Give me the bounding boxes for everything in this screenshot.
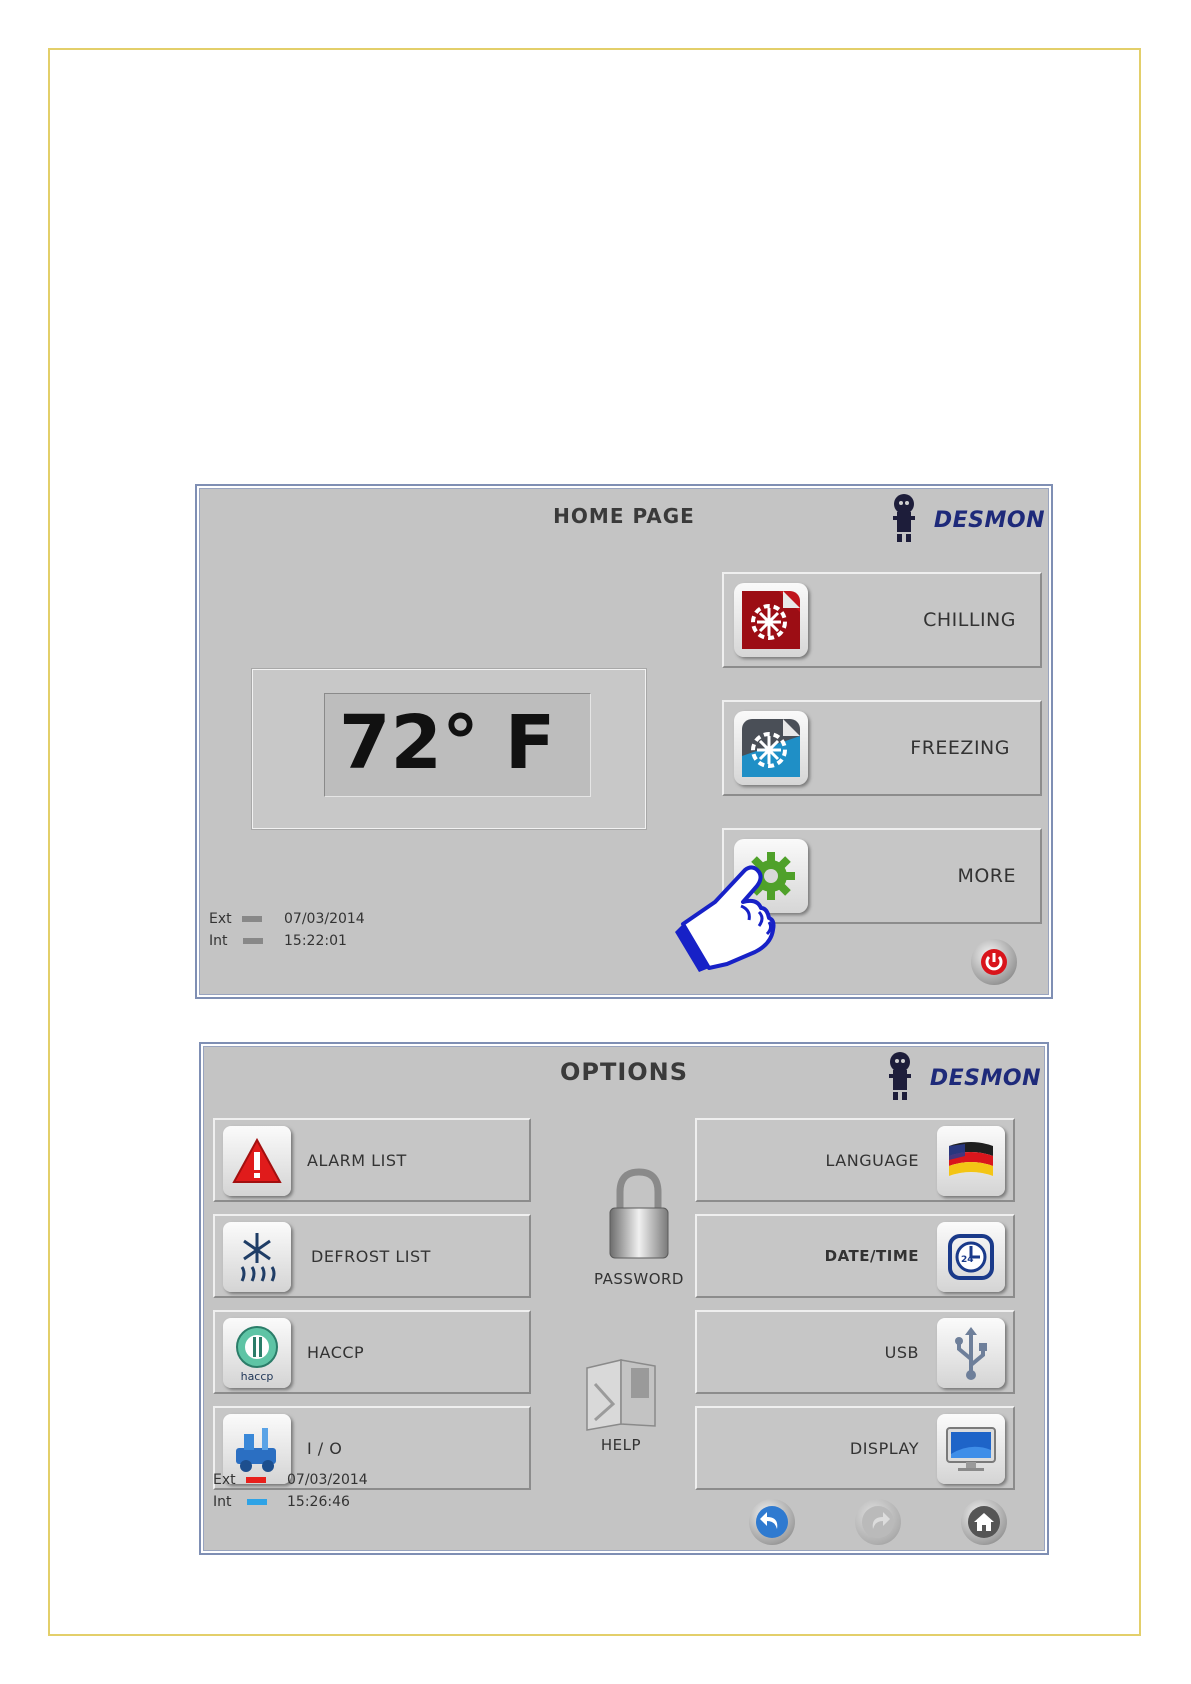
page-title: OPTIONS	[559, 1058, 689, 1086]
ext-label: Ext	[209, 911, 232, 927]
mascot-icon	[881, 490, 927, 544]
temperature-value: 72° F	[339, 700, 556, 786]
alarm-icon	[223, 1126, 291, 1196]
password-button[interactable]	[579, 1168, 699, 1288]
date-time-label: DATE/TIME	[824, 1247, 919, 1265]
help-button[interactable]	[561, 1354, 681, 1454]
freezing-button[interactable]	[722, 700, 1042, 796]
more-label: MORE	[957, 865, 1016, 887]
date: 07/03/2014	[284, 911, 365, 927]
freezing-icon	[734, 711, 808, 785]
brand-name: DESMON	[933, 508, 1045, 533]
clock-icon	[937, 1222, 1005, 1292]
time: 15:26:46	[287, 1494, 350, 1510]
indicator-legend	[209, 908, 279, 952]
power-button[interactable]	[971, 939, 1017, 985]
temperature-display	[324, 693, 591, 797]
defrost-list-button[interactable]	[213, 1214, 531, 1298]
help-icon	[581, 1354, 661, 1432]
ext-label: Ext	[213, 1472, 236, 1488]
back-button[interactable]	[749, 1499, 795, 1545]
usb-label: USB	[884, 1342, 919, 1362]
date-time-button[interactable]	[695, 1214, 1015, 1298]
alarm-list-button[interactable]	[213, 1118, 531, 1202]
language-label: LANGUAGE	[825, 1150, 919, 1170]
datetime	[287, 1469, 368, 1513]
hand-pointer-icon	[675, 862, 785, 972]
chilling-icon	[734, 583, 808, 657]
time: 15:22:01	[284, 933, 347, 949]
svg-text:haccp: haccp	[240, 1370, 274, 1383]
svg-text:24: 24	[961, 1255, 974, 1265]
page-title: HOME PAGE	[553, 504, 695, 528]
ext-indicator	[246, 1477, 266, 1483]
brand-name: DESMON	[929, 1066, 1041, 1091]
alarm-list-label: ALARM LIST	[307, 1150, 407, 1170]
freezing-label: FREEZING	[910, 737, 1010, 759]
int-indicator	[247, 1499, 267, 1505]
mascot-icon	[877, 1048, 923, 1102]
defrost-list-label: DEFROST LIST	[311, 1246, 431, 1266]
display-button[interactable]	[695, 1406, 1015, 1490]
options-screen	[199, 1042, 1049, 1555]
haccp-button[interactable]	[213, 1310, 531, 1394]
desmon-logo	[875, 488, 1045, 548]
forward-icon	[861, 1505, 895, 1539]
indicator-legend	[213, 1469, 283, 1513]
usb-icon	[937, 1318, 1005, 1388]
io-label: I / O	[307, 1438, 343, 1458]
temperature-panel	[252, 669, 646, 829]
help-label: HELP	[600, 1436, 642, 1454]
home-icon	[967, 1505, 1001, 1539]
display-label: DISPLAY	[849, 1438, 919, 1458]
int-label: Int	[213, 1494, 232, 1510]
home-page-screen	[195, 484, 1053, 999]
usb-button[interactable]	[695, 1310, 1015, 1394]
monitor-icon	[937, 1414, 1005, 1484]
int-label: Int	[209, 933, 228, 949]
datetime	[284, 908, 365, 952]
flag-icon	[937, 1126, 1005, 1196]
language-button[interactable]	[695, 1118, 1015, 1202]
ext-indicator	[242, 916, 262, 922]
password-label: PASSWORD	[593, 1270, 684, 1288]
int-indicator	[243, 938, 263, 944]
back-icon	[755, 1505, 789, 1539]
date: 07/03/2014	[287, 1472, 368, 1488]
chilling-label: CHILLING	[923, 609, 1016, 631]
forward-button[interactable]	[855, 1499, 901, 1545]
haccp-icon	[223, 1318, 291, 1388]
defrost-icon	[223, 1222, 291, 1292]
padlock-icon	[604, 1168, 674, 1264]
desmon-logo	[871, 1046, 1041, 1106]
chilling-button[interactable]	[722, 572, 1042, 668]
home-button[interactable]	[961, 1499, 1007, 1545]
haccp-label: HACCP	[307, 1342, 365, 1362]
power-icon	[979, 947, 1009, 977]
